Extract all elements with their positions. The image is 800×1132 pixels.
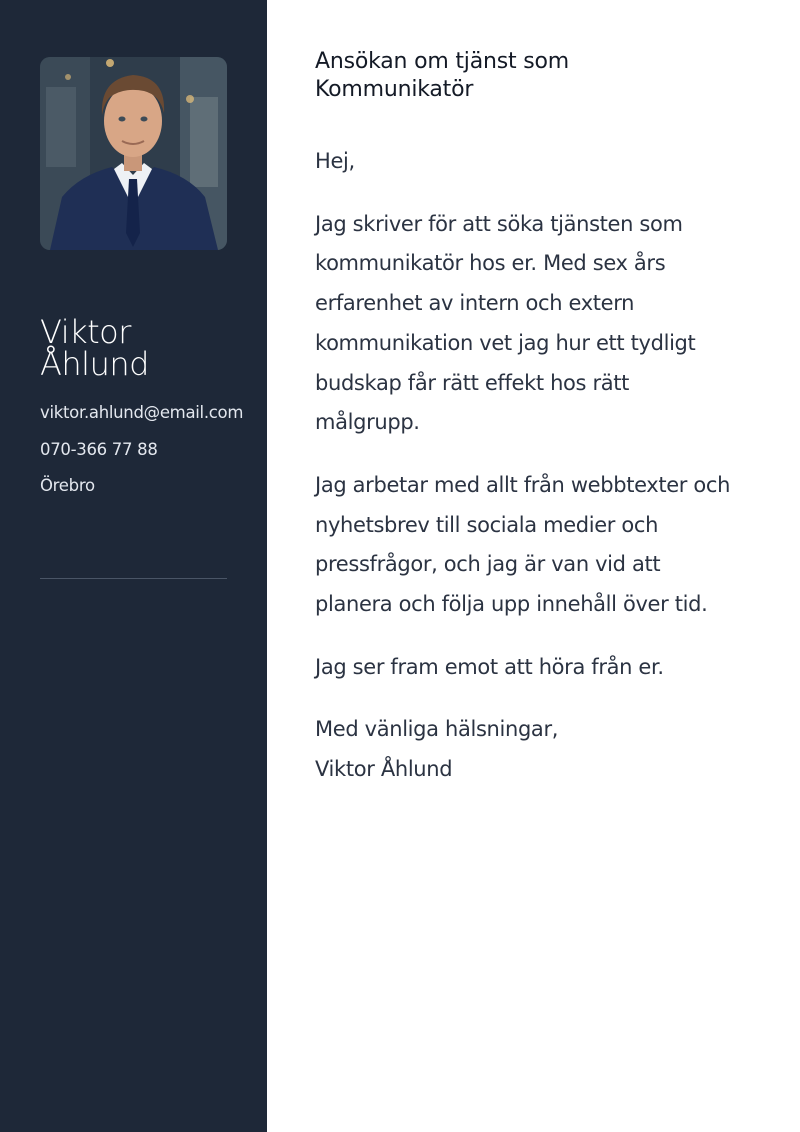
sidebar: [0, 0, 267, 1132]
title-line: Kommunikatör: [315, 77, 474, 102]
greeting: [315, 142, 775, 182]
paragraph-line: nyhetsbrev till sociala medier och: [315, 512, 659, 537]
paragraph-line: Jag skriver för att söka tjänsten som: [315, 211, 683, 236]
name-line-2: Åhlund: [40, 345, 149, 383]
paragraph-line: målgrupp.: [315, 410, 420, 435]
greeting-line: Hej,: [315, 149, 355, 173]
title-line: Ansökan om tjänst som: [315, 49, 569, 74]
email-text: viktor.ahlund@email.com: [40, 403, 244, 422]
paragraph-line: pressfrågor, och jag är van vid att: [315, 552, 661, 577]
paragraph-line: kommunikatör hos er. Med sex års: [315, 251, 666, 276]
letter-body: [315, 48, 775, 790]
phone-text: 070-366 77 88: [40, 440, 158, 459]
letter-title: [315, 48, 775, 104]
paragraph-line: Jag arbetar med allt från webbtexter och: [315, 472, 731, 497]
closing: [315, 710, 775, 789]
paragraph-1: [315, 205, 775, 443]
paragraph-2: [315, 466, 775, 625]
paragraph-line: planera och följa upp innehåll över tid.: [315, 592, 708, 617]
paragraph-line: Jag ser fram emot att höra från er.: [315, 654, 664, 679]
signature-name: Viktor Åhlund: [315, 757, 453, 782]
applicant-name: [40, 313, 250, 383]
sidebar-divider: [40, 578, 227, 579]
paragraph-line: erfarenhet av intern och extern: [315, 291, 635, 316]
paragraph-line: kommunikation vet jag hur ett tydligt: [315, 330, 696, 355]
paragraph-line: budskap får rätt effekt hos rätt: [315, 370, 630, 395]
name-line-1: Viktor: [40, 313, 131, 351]
city-text: Örebro: [40, 476, 95, 495]
profile-photo: [40, 57, 227, 250]
paragraph-3: [315, 648, 775, 688]
closing-line: Med vänliga hälsningar,: [315, 717, 559, 742]
